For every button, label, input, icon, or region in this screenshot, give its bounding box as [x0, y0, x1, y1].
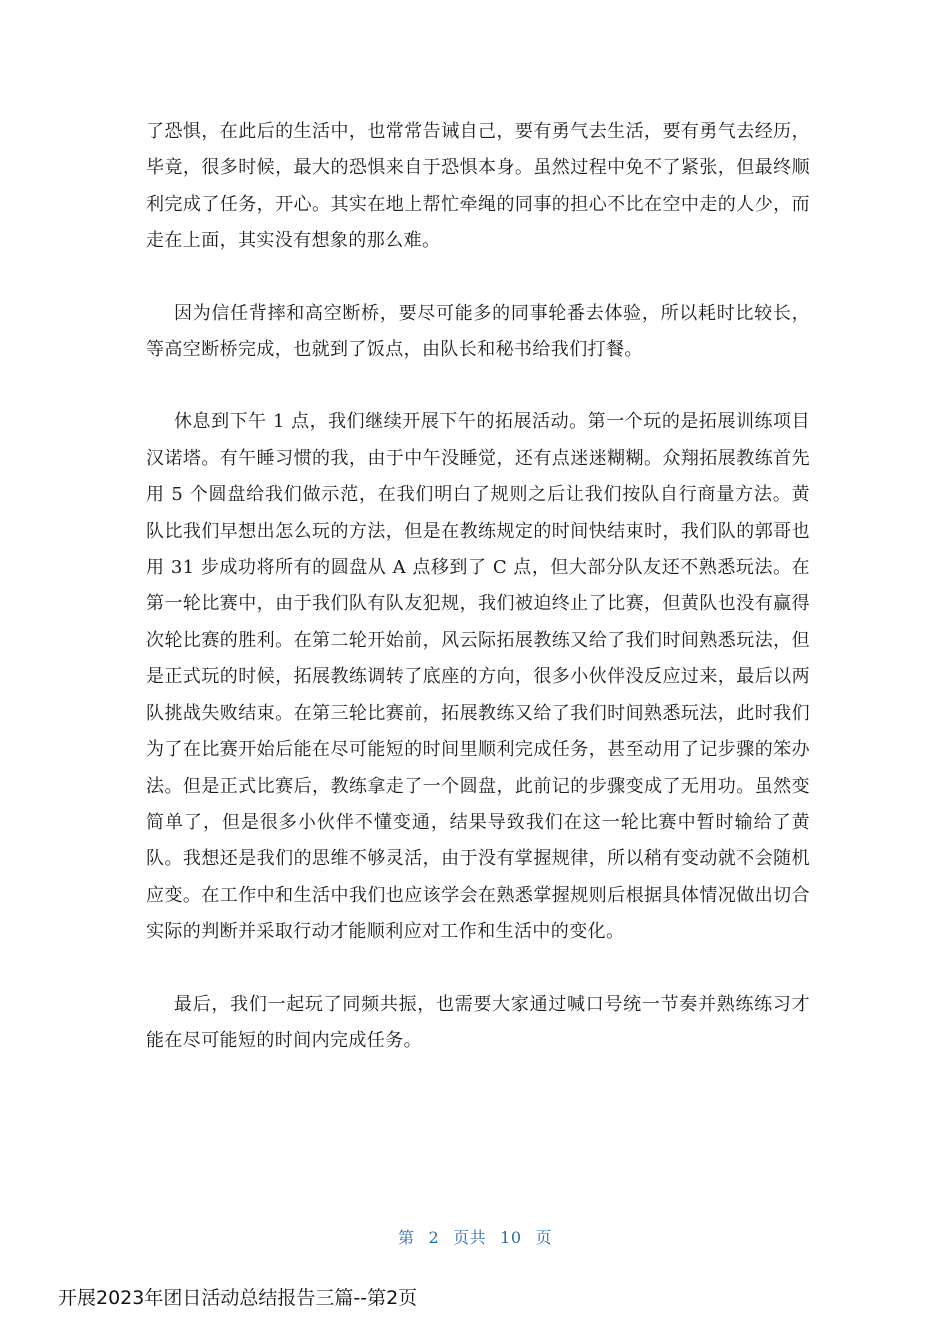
paragraph-continuation: 了恐惧，在此后的生活中，也常常告诫自己，要有勇气去生活，要有勇气去经历，毕竟，很多时候，最大的恐惧来自于恐惧本身。虽然过程中免不了紧张，但最终顺利完成了任务，开心。其实在地上帮忙牵绳的同事的担心不比在空中走的人少，而走在上面，其实没有想象的那么难。 [146, 121, 810, 252]
document-title: 开展2023年团日活动总结报告三篇--第2页 [58, 1287, 418, 1309]
document-body [146, 114, 810, 1059]
paragraph-hanoi-tower: 休息到下午 1 点，我们继续开展下午的拓展活动。第一个玩的是拓展训练项目汉诺塔。有午睡习惯的我，由于中午没睡觉，还有点迷迷糊糊。众翔拓展教练首先用 5 个圆盘给我们做示范，在我们明白了规则之后让我们按队自行商量方法。黄队比我们早想出怎么玩的方法，但是在教练规定的时间快结束时，我们队的郭哥也用 31 步成功将所有的圆盘从 A 点移到了 C 点，但大部分队友还不熟悉玩法。在第一轮比赛中，由于我们队有队友犯规，我们被迫终止了比赛，但黄队也没有赢得次轮比赛的胜利。在第二轮开始前，风云际拓展教练又给了我们时间熟悉玩法，但是正式玩的时候，拓展教练调转了底座的方向，很多小伙伴没反应过来，最后以两队挑战失败结束。在第三轮比赛前，拓展教练又给了我们时间熟悉玩法，此时我们为了在比赛开始后能在尽可能短的时间里顺利完成任务，甚至动用了记步骤的笨办法。但是正式比赛后，教练拿走了一个圆盘，此前记的步骤变成了无用功。虽然变简单了，但是很多小伙伴不懂变通，结果导致我们在这一轮比赛中暂时输给了黄队。我想还是我们的思维不够灵活，由于没有掌握规律，所以稍有变动就不会随机应变。在工作中和生活中我们也应该学会在熟悉掌握规则后根据具体情况做出切合实际的判断并采取行动才能顺利应对工作和生活中的变化。 [146, 411, 810, 943]
paragraph-resonance: 最后，我们一起玩了同频共振，也需要大家通过喊口号统一节奏并熟练练习才能在尽可能短的时间内完成任务。 [146, 993, 810, 1051]
page-middle: 页共 [453, 1228, 487, 1247]
page-number-footer [0, 1225, 950, 1248]
page-prefix: 第 [397, 1228, 415, 1247]
paragraph-trust-fall: 因为信任背摔和高空断桥，要尽可能多的同事轮番去体验，所以耗时比较长，等高空断桥完成，也就到了饭点，由队长和秘书给我们打餐。 [146, 302, 810, 361]
page-current: 2 [428, 1228, 440, 1247]
page-total: 10 [500, 1228, 522, 1247]
page-suffix: 页 [535, 1228, 553, 1247]
